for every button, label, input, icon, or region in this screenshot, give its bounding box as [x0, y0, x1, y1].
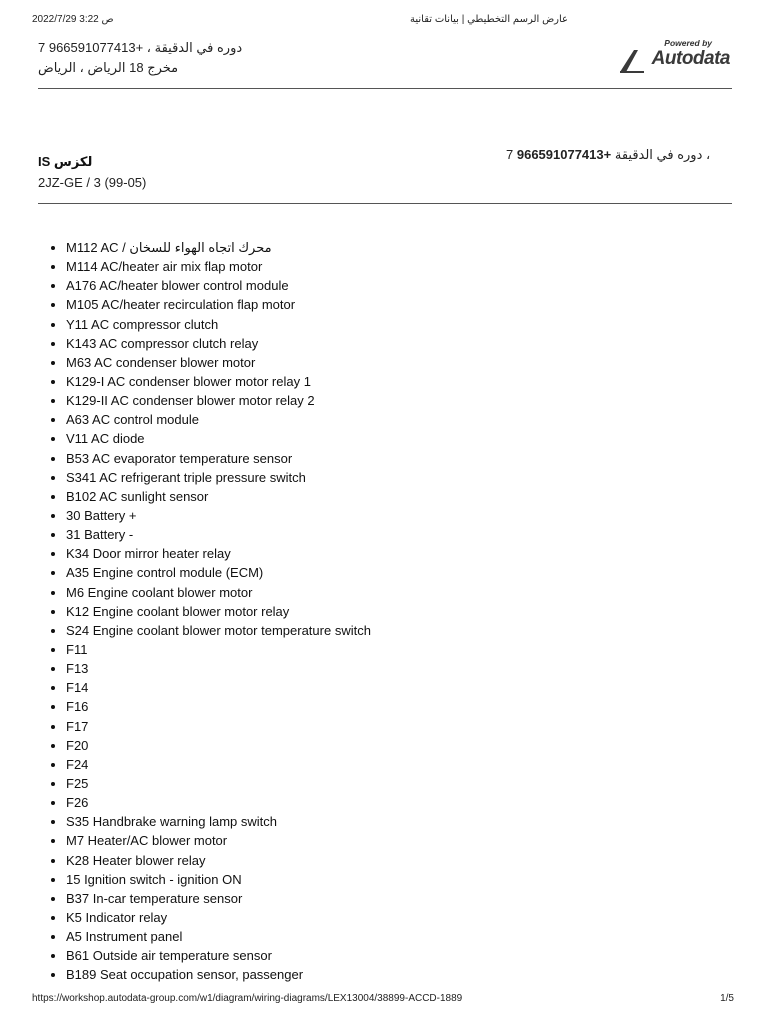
print-header: [32, 14, 736, 30]
vehicle-divider: [38, 203, 732, 204]
vehicle-engine: 2JZ-GE / 3 (99-05): [38, 175, 147, 190]
list-item: [66, 946, 371, 965]
list-item: [66, 449, 371, 468]
component-label: F13: [66, 661, 89, 677]
list-item: [66, 583, 371, 602]
component-label: B189 Seat occupation sensor, passenger: [66, 967, 304, 983]
contact-line: 7 966591077413+ ، دوره في الدقيقة: [38, 40, 243, 55]
component-label: A176 AC/heater blower control module: [66, 278, 289, 294]
list-item: [66, 736, 371, 755]
component-label: K5 Indicator relay: [66, 909, 168, 925]
list-item: [66, 506, 371, 525]
component-label: F11: [66, 641, 88, 657]
component-label: F16: [66, 699, 89, 715]
list-item: [66, 927, 371, 946]
component-label: S35 Handbrake warning lamp switch: [66, 814, 277, 830]
list-item: [66, 965, 371, 984]
component-label: M63 AC condenser blower motor: [66, 354, 256, 370]
component-label: F14: [66, 680, 89, 696]
component-label: V11 AC diode: [66, 431, 145, 447]
component-label: B53 AC evaporator temperature sensor: [66, 450, 293, 466]
list-item: [66, 678, 371, 697]
component-label: M114 AC/heater air mix flap motor: [66, 259, 263, 275]
autodata-brand: Autodata: [651, 48, 730, 69]
component-label: A63 AC control module: [66, 412, 199, 428]
print-title: عارض الرسم التخطيطي | بيانات تقانية: [410, 14, 568, 25]
list-item: [66, 717, 371, 736]
component-label: K28 Heater blower relay: [66, 852, 206, 868]
list-item: [66, 851, 371, 870]
list-item: [66, 621, 371, 640]
component-label: K12 Engine coolant blower motor relay: [66, 603, 290, 619]
list-item: [66, 257, 371, 276]
list-item: [66, 812, 371, 831]
component-label: F25: [66, 775, 89, 791]
header-divider: [38, 88, 732, 89]
component-label: M6 Engine coolant blower motor: [66, 584, 253, 600]
list-item: [66, 793, 371, 812]
list-item: [66, 315, 371, 334]
component-label: F26: [66, 795, 89, 811]
autodata-slash-icon: [620, 48, 644, 74]
list-item: [66, 410, 371, 429]
component-label: K143 AC compressor clutch relay: [66, 335, 259, 351]
list-item: [66, 659, 371, 678]
list-item: [66, 391, 371, 410]
list-item: [66, 468, 371, 487]
component-label: Y11 AC compressor clutch: [66, 316, 219, 332]
list-item: [66, 774, 371, 793]
component-label: B61 Outside air temperature sensor: [66, 948, 272, 964]
component-label: K129-I AC condenser blower motor relay 1: [66, 373, 311, 389]
list-item: [66, 334, 371, 353]
list-item: [66, 870, 371, 889]
list-item: [66, 697, 371, 716]
address-line: مخرج 18 الرياض ، الرياض: [38, 60, 179, 75]
document-header: [38, 38, 732, 88]
component-label: S341 AC refrigerant triple pressure switch: [66, 469, 306, 485]
component-label: M112 AC / محرك اتجاه الهواء للسخان: [66, 240, 272, 255]
component-label: F24: [66, 756, 89, 772]
component-label: B37 In-car temperature sensor: [66, 890, 243, 906]
autodata-logo: [620, 38, 732, 76]
list-item: [66, 602, 371, 621]
list-item: [66, 640, 371, 659]
list-item: [66, 276, 371, 295]
list-item: [66, 525, 371, 544]
page-url[interactable]: https://workshop.autodata-group.com/w1/diagram/wiring-diagrams/LEX13004/38899-ACCD-1889: [32, 993, 463, 1004]
component-label: 30 Battery +: [66, 507, 137, 523]
right-info-number: 966591077413+: [516, 147, 612, 162]
right-contact-info: [506, 147, 710, 163]
list-item: [66, 238, 371, 257]
component-list: [48, 238, 371, 984]
print-date: 2022/7/29 3:22 ص: [32, 14, 114, 25]
component-label: A5 Instrument panel: [66, 929, 183, 945]
list-item: [66, 563, 371, 582]
list-item: [66, 295, 371, 314]
list-item: [66, 487, 371, 506]
list-item: [66, 908, 371, 927]
component-label: M105 AC/heater recirculation flap motor: [66, 297, 296, 313]
component-label: A35 Engine control module (ECM): [66, 565, 264, 581]
list-item: [66, 544, 371, 563]
list-item: [66, 429, 371, 448]
vehicle-info: [38, 154, 146, 190]
list-item: [66, 372, 371, 391]
vehicle-make: لكزس IS: [38, 154, 93, 169]
component-label: K34 Door mirror heater relay: [66, 546, 231, 562]
component-label: M7 Heater/AC blower motor: [66, 833, 228, 849]
component-label: K129-II AC condenser blower motor relay 2: [66, 393, 315, 409]
list-item: [66, 831, 371, 850]
right-info-prefix: دوره في الدقيقة ،: [614, 147, 711, 162]
component-label: B102 AC sunlight sensor: [66, 488, 209, 504]
component-label: F20: [66, 737, 89, 753]
list-item: [66, 889, 371, 908]
component-label: S24 Engine coolant blower motor temperature switch: [66, 622, 371, 638]
component-label: 15 Ignition switch - ignition ON: [66, 871, 242, 887]
list-item: [66, 353, 371, 372]
right-info-suffix: 7: [506, 147, 514, 162]
component-label: 31 Battery -: [66, 527, 134, 543]
page-number: 1/5: [720, 993, 734, 1004]
powered-by-text: Powered by: [664, 38, 712, 48]
component-label: F17: [66, 718, 89, 734]
list-item: [66, 755, 371, 774]
